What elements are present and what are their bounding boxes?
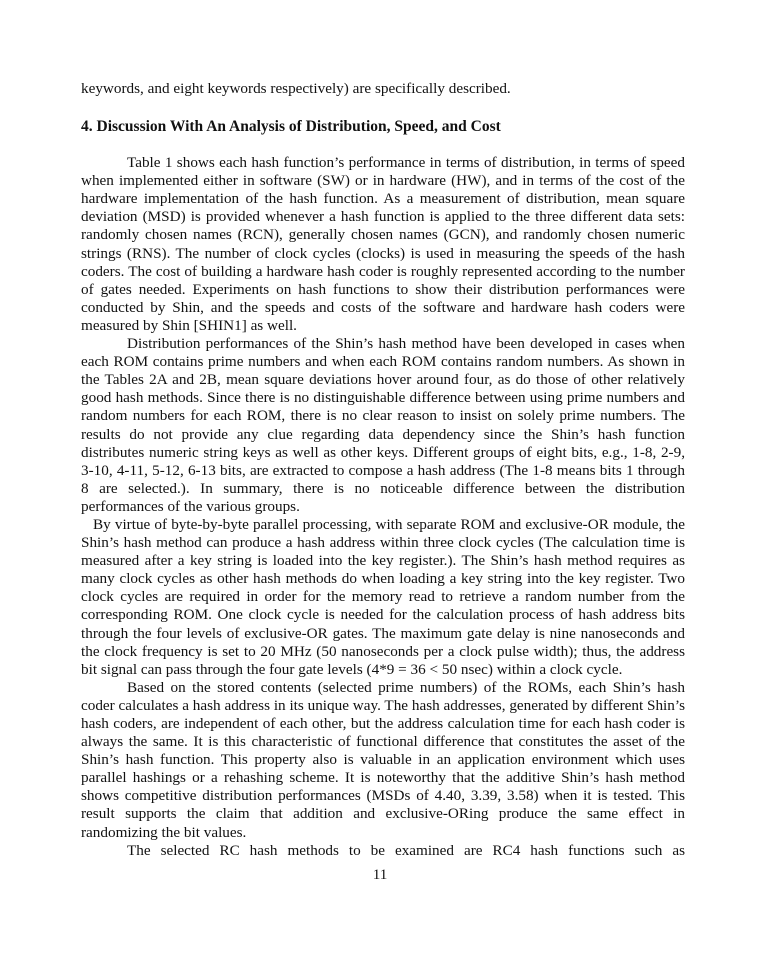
paragraph-speed: By virtue of byte-by-byte parallel processing, with separate ROM and exclusive-OR module, the Shin’s hash method can produce a hash address within three clock cycles (The calculation time is measured after a key string is loaded into the key register.). The Shin’s hash method requires as many clock cycles as other hash methods do when loading a key string into the key register. Two clock cycles are required in order for the memory read to retrieve a random number from the corresponding ROM. One clock cycle is needed for the calculation process of hash address bits through the four levels of exclusive-OR gates. The maximum gate delay is nine nanoseconds and the clock frequency is set to 20 MHz (50 nanoseconds per a clock pulse width); thus, the address bit signal can pass through the four gate levels (4*9 = 36 < 50 nsec) within a clock cycle. [81, 515, 685, 678]
paragraph-distribution: Distribution performances of the Shin’s hash method have been developed in cases when each ROM contains prime numbers and when each ROM contains random numbers. As shown in the Tables 2A and 2B, mean square deviations hover around four, as do those of other relatively good hash methods. Since there is no distinguishable difference between using prime numbers and random numbers for each ROM, there is no clear reason to insist on solely prime numbers. The results do not provide any clue regarding data dependency since the Shin’s hash function distributes numeric string keys as well as other keys. Different groups of eight bits, e.g., 1-8, 2-9, 3-10, 4-11, 5-12, 6-13 bits, are extracted to compose a hash address (The 1-8 means bits 1 through 8 are selected.). In summary, there is no noticeable difference between the distribution performances of the various groups. [81, 335, 685, 515]
section-heading: 4. Discussion With An Analysis of Distribution, Speed, and Cost [81, 118, 501, 136]
paragraph-rc-methods: The selected RC hash methods to be examined are RC4 hash functions such as [127, 841, 685, 859]
continuation-text: keywords, and eight keywords respectively) are specifically described. [81, 80, 511, 97]
paragraph-stored-contents: Based on the stored contents (selected prime numbers) of the ROMs, each Shin’s hash coder calculates a hash address in its unique way. The hash addresses, generated by different Shin’s hash coders, are independent of each other, but the address calculation time for each hash coder is always the same. It is this characteristic of functional difference that constitutes the asset of the Shin’s hash function. This property also is valuable in an application environment which uses parallel hashings or a rehashing scheme. It is noteworthy that the additive Shin’s hash method shows competitive distribution performances (MSDs of 4.40, 3.39, 3.58) when it is tested. This result supports the claim that addition and exclusive-ORing produce the same effect in randomizing the bit values. [81, 678, 685, 841]
document-page [81, 80, 685, 860]
paragraph-table1: Table 1 shows each hash function’s performance in terms of distribution, in terms of speed when implemented either in software (SW) or in hardware (HW), and in terms of the cost of the hardware implementation of the hash function. As a measurement of distribution, mean square deviation (MSD) is provided whenever a hash function is applied to the three different data sets: randomly chosen names (RCN), generally chosen names (GCN), and randomly chosen numeric strings (RNS). The number of clock cycles (clocks) is used in measuring the speeds of the hash coders. The cost of building a hardware hash coder is roughly represented according to the number of gates needed. Experiments on hash functions to show their distribution performances were conducted by Shin, and the speeds and costs of the software and hardware hash coders were measured by Shin [SHIN1] as well. [81, 154, 685, 334]
page-number: 11 [372, 866, 388, 883]
